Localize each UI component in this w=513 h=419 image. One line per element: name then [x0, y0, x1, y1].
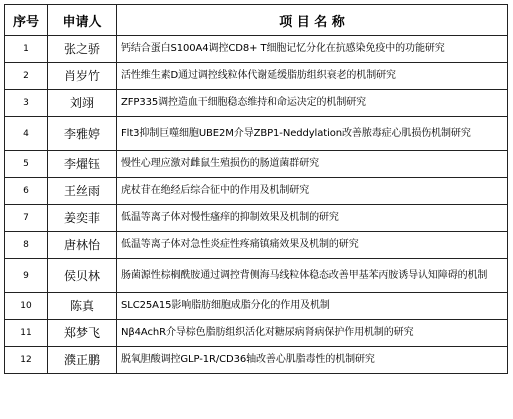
project-list-table-wrapper	[4, 4, 508, 374]
table-row	[5, 63, 508, 90]
row-title: 钙结合蛋白S100A4调控CD8+ T细胞记忆分化在抗感染免疫中的功能研究	[117, 36, 508, 63]
row-applicant: 郑梦飞	[48, 320, 117, 347]
row-no: 5	[5, 151, 48, 178]
row-title: 低温等离子体对慢性瘙痒的抑制效果及机制的研究	[117, 205, 508, 232]
table-row	[5, 178, 508, 205]
row-applicant: 肖岁竹	[48, 63, 117, 90]
row-no: 2	[5, 63, 48, 90]
row-no: 3	[5, 90, 48, 117]
row-no: 9	[5, 259, 48, 293]
row-no: 11	[5, 320, 48, 347]
row-applicant: 李雅婷	[48, 117, 117, 151]
row-applicant: 李燿钰	[48, 151, 117, 178]
row-title: 低温等离子体对急性炎症性疼痛镇痛效果及机制的研究	[117, 232, 508, 259]
row-applicant: 陈真	[48, 293, 117, 320]
row-title: 脱氧胆酸调控GLP-1R/CD36轴改善心肌脂毒性的机制研究	[117, 347, 508, 374]
row-no: 12	[5, 347, 48, 374]
table-row	[5, 36, 508, 63]
row-title: 活性维生素D通过调控线粒体代谢延缓脂肪组织衰老的机制研究	[117, 63, 508, 90]
row-applicant: 姜奕菲	[48, 205, 117, 232]
table-row	[5, 293, 508, 320]
row-no: 8	[5, 232, 48, 259]
row-applicant: 唐林怡	[48, 232, 117, 259]
table-row	[5, 320, 508, 347]
row-title: SLC25A15影响脂肪细胞成脂分化的作用及机制	[117, 293, 508, 320]
header-applicant: 申请人	[48, 5, 117, 36]
header-no: 序号	[5, 5, 48, 36]
row-applicant: 张之骄	[48, 36, 117, 63]
table-row	[5, 117, 508, 151]
row-applicant: 王丝雨	[48, 178, 117, 205]
row-applicant: 濮正鹏	[48, 347, 117, 374]
row-title: Flt3抑制巨噬细胞UBE2M介导ZBP1-Neddylation改善脓毒症心肌损伤机制研究	[117, 117, 508, 151]
row-no: 6	[5, 178, 48, 205]
row-title: 虎杖苷在绝经后综合征中的作用及机制研究	[117, 178, 508, 205]
row-no: 7	[5, 205, 48, 232]
header-title: 项 目 名 称	[117, 5, 508, 36]
table-row	[5, 259, 508, 293]
table-row	[5, 347, 508, 374]
row-title: Nβ4AchR介导棕色脂肪组织活化对糖尿病肾病保护作用机制的研究	[117, 320, 508, 347]
table-row	[5, 151, 508, 178]
row-title: 肠菌源性棕榈酰胺通过调控背侧海马线粒体稳态改善甲基苯丙胺诱导认知障碍的机制	[117, 259, 508, 293]
table-row	[5, 205, 508, 232]
row-title: 慢性心理应激对雌鼠生殖损伤的肠道菌群研究	[117, 151, 508, 178]
row-no: 10	[5, 293, 48, 320]
table-header-row	[5, 5, 508, 36]
row-title: ZFP335调控造血干细胞稳态维持和命运决定的机制研究	[117, 90, 508, 117]
table-row	[5, 232, 508, 259]
project-list-table	[4, 4, 508, 374]
table-row	[5, 90, 508, 117]
row-no: 4	[5, 117, 48, 151]
row-no: 1	[5, 36, 48, 63]
row-applicant: 刘翊	[48, 90, 117, 117]
row-applicant: 侯贝林	[48, 259, 117, 293]
